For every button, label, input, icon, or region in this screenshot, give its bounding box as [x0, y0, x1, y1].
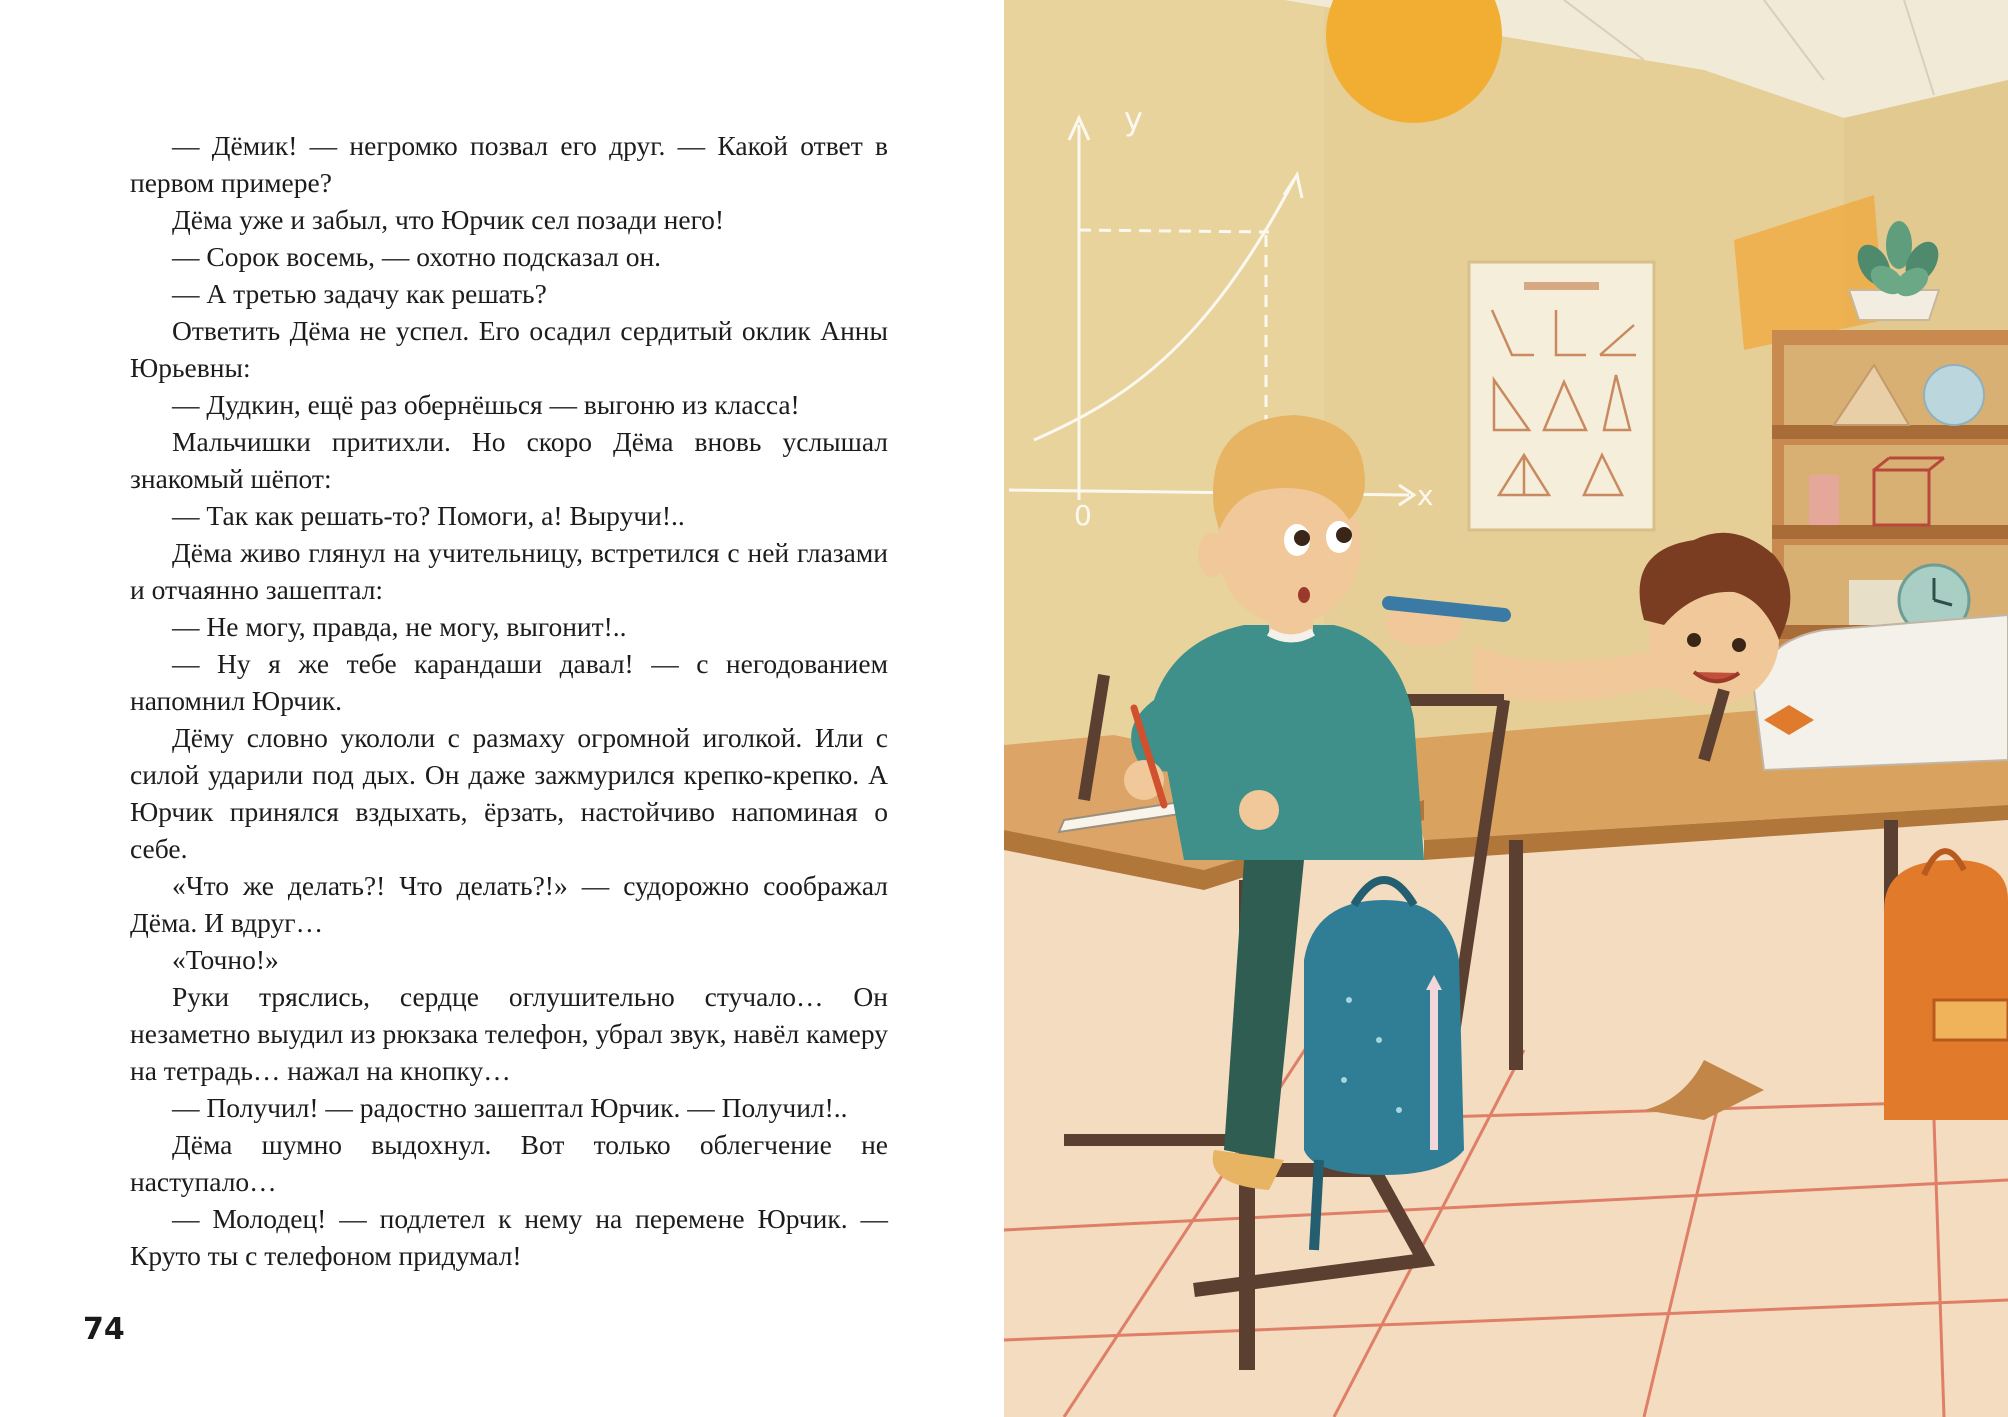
paragraph: Ответить Дёма не успел. Его осадил сердитый оклик Анны Юрьевны:: [130, 315, 888, 383]
paragraph: — А третью задачу как решать?: [172, 278, 547, 309]
paragraph: — Получил! — радостно зашептал Юрчик. — Получил!..: [172, 1092, 848, 1123]
paragraph: — Ну я же тебе карандаши давал! — с негодованием напомнил Юрчик.: [130, 648, 888, 716]
paragraph: «Точно!»: [172, 944, 279, 975]
geometry-poster: [1469, 262, 1654, 530]
paragraph: Дёма шумно выдохнул. Вот только облегчение не наступало…: [130, 1129, 888, 1197]
classroom-illustration: [1004, 0, 2008, 1417]
story-text: [130, 127, 888, 1274]
page-number: 74: [83, 1312, 125, 1347]
paragraph: — Молодец! — подлетел к нему на перемене Юрчик. — Круто ты с телефоном придумал!: [130, 1203, 888, 1271]
paragraph: Руки тряслись, сердце оглушительно стучало… Он незаметно выудил из рюкзака телефон, убрал звук, навёл камеру на тетрадь… нажал на кнопку…: [130, 981, 888, 1086]
paragraph: — Дудкин, ещё раз обернёшься — выгоню из класса!: [172, 389, 800, 420]
paragraph: — Сорок восемь, — охотно подсказал он.: [172, 241, 662, 272]
blond-boy-sweater: [1154, 625, 1424, 860]
orange-backpack: [1884, 851, 2008, 1120]
paragraph: Мальчишки притихли. Но скоро Дёма вновь услышал знакомый шёпот:: [130, 426, 888, 494]
illustration: [1004, 0, 2008, 1417]
paragraph: Дёма живо глянул на учительницу, встретился с ней глазами и отчаянно зашептал:: [130, 537, 888, 605]
paragraph: Дёму словно укололи с размаху огромной иголкой. Или с силой ударили под дых. Он даже зажмурился крепко-крепко. А Юрчик принялся вздыхать, ёрзать, настойчиво напоминая о себе.: [130, 722, 888, 864]
board-y-label: y: [1124, 100, 1143, 138]
paragraph: «Что же делать?! Что делать?!» — судорожно соображал Дёма. И вдруг…: [130, 870, 888, 938]
paragraph: — Так как решать-то? Помоги, а! Выручи!..: [172, 500, 685, 531]
paragraph: Дёма уже и забыл, что Юрчик сел позади него!: [172, 204, 725, 235]
board-x-label: x: [1417, 479, 1434, 512]
paragraph: — Не могу, правда, не могу, выгонит!..: [172, 611, 627, 642]
board-origin-label: 0: [1074, 499, 1092, 532]
paragraph: — Дёмик! — негромко позвал его друг. — Какой ответ в первом примере?: [130, 130, 888, 198]
